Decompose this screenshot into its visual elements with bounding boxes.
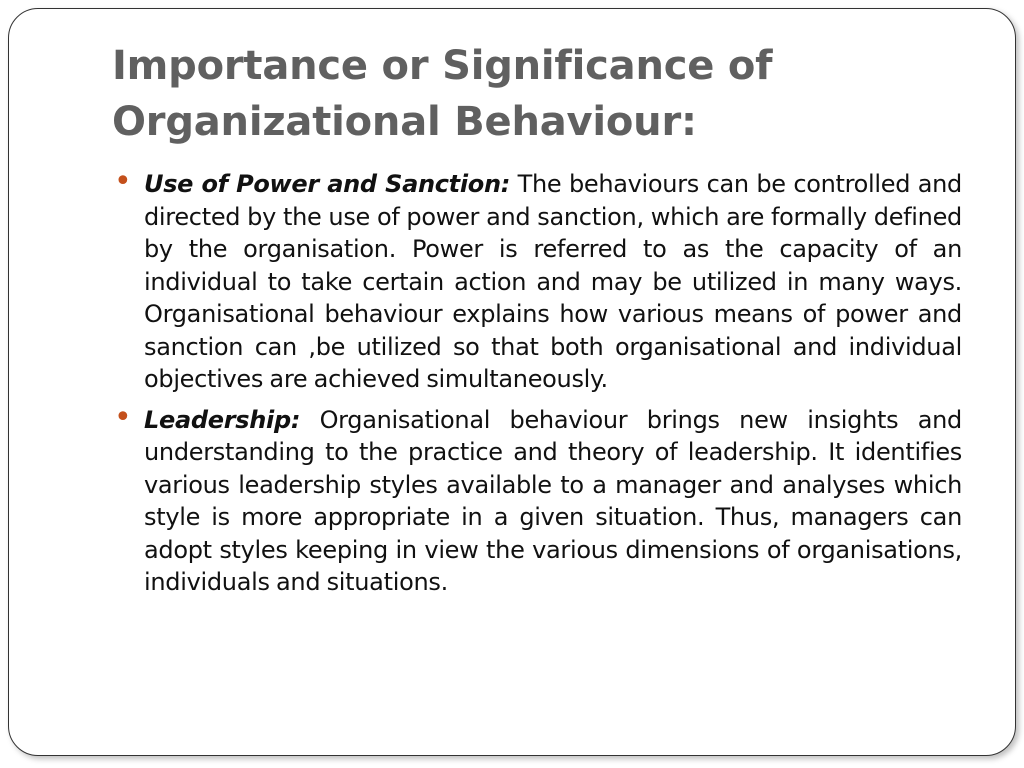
bullet-item-power-sanction	[112, 164, 962, 396]
bullet-list	[112, 164, 962, 607]
bullet-dot-icon: •	[114, 399, 132, 435]
bullet-term: Use of Power and Sanction:	[144, 170, 511, 198]
bullet-term: Leadership:	[144, 405, 301, 434]
bullet-text: The behaviours can be controlled and directed by the use of power and sanction, which are formally defined by the organisation. Power is referred to as the capacity of an individual to take certain action and may be utilized in many ways. Organisational behaviour explains how various means of power and sanction can ,be utilized so that both organisational and individual objectives are achieved simultaneously.	[144, 170, 962, 393]
slide-title: Importance or Significance of Organizational Behaviour:	[112, 43, 773, 145]
bullet-dot-icon: •	[114, 164, 132, 199]
bullet-item-leadership	[112, 399, 962, 599]
bullet-text: Organisational behaviour brings new insights and understanding to the practice and theory of leadership. It identifies various leadership styles available to a manager and analyses which style is more appropriate in a given situation. Thus, managers can adopt styles keeping in view the various dimensions of organisations, individuals and situations.	[144, 405, 962, 596]
